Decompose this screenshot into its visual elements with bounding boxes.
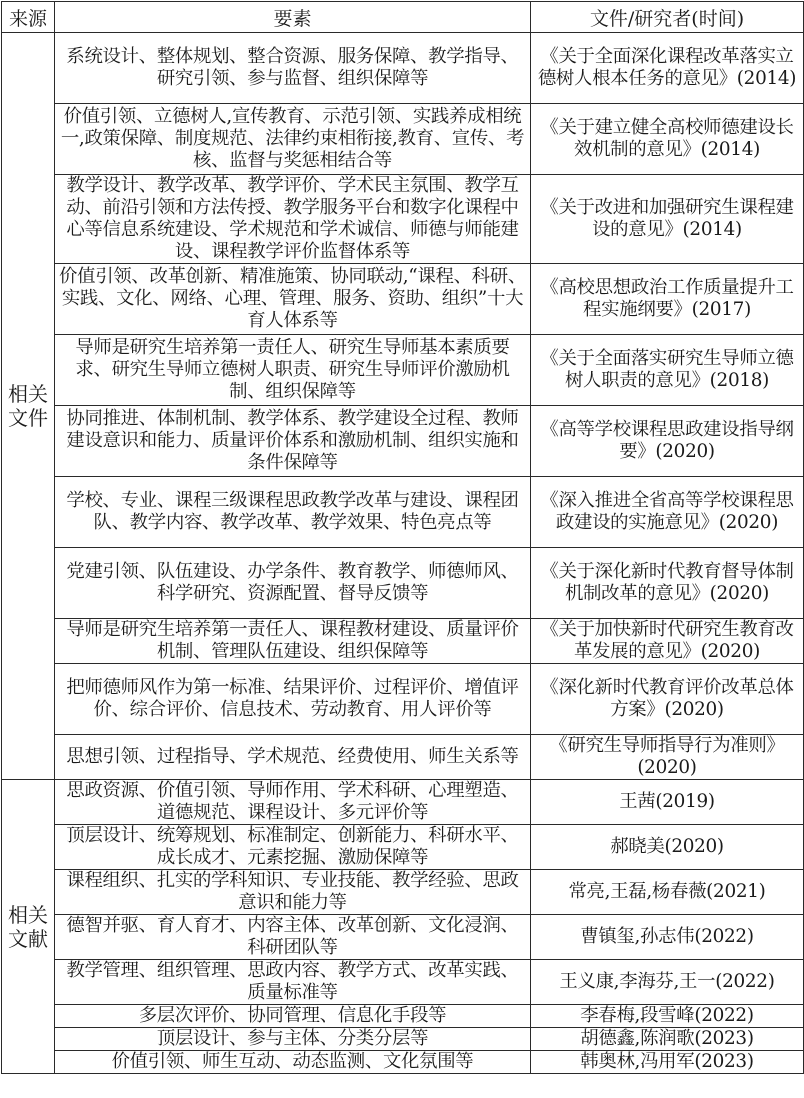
- row-elements: 导师是研究生培养第一责任人、课程教材建设、质量评价机制、管理队伍建设、组织保障等: [55, 619, 531, 664]
- table-row: [2, 335, 804, 406]
- table-row: [2, 780, 804, 825]
- row-elements: 价值引领、师生互动、动态监测、文化氛围等: [55, 1051, 531, 1074]
- row-elements: 思政资源、价值引领、导师作用、学术科研、心理塑造、道德规范、课程设计、多元评价等: [55, 780, 531, 825]
- table-header-row: [2, 2, 804, 33]
- row-file: 郝晓美(2020): [531, 825, 804, 870]
- row-file: 常亮,王磊,杨春薇(2021): [531, 870, 804, 915]
- row-file: 《高等学校课程思政建设指导纲要》(2020): [531, 406, 804, 477]
- table-row: [2, 1051, 804, 1074]
- row-elements: 价值引领、立德树人,宣传教育、示范引领、实践养成相统一,政策保障、制度规范、法律约束相衔接,教育、宣传、考核、监督与奖惩相结合等: [55, 104, 531, 175]
- table-row: [2, 664, 804, 735]
- row-file: 李春梅,段雪峰(2022): [531, 1005, 804, 1028]
- row-elements: 协同推进、体制机制、教学体系、教学建设全过程、教师建设意识和能力、质量评价体系和激励机制、组织实施和条件保障等: [55, 406, 531, 477]
- table-row: [2, 1005, 804, 1028]
- row-elements: 导师是研究生培养第一责任人、研究生导师基本素质要求、研究生导师立德树人职责、研究生导师评价激励机制、组织保障等: [55, 335, 531, 406]
- row-elements: 教学管理、组织管理、思政内容、教学方式、改革实践、质量标准等: [55, 960, 531, 1005]
- row-file: 王茜(2019): [531, 780, 804, 825]
- row-file: 《关于全面落实研究生导师立德树人职责的意见》(2018): [531, 335, 804, 406]
- table-row: [2, 104, 804, 175]
- row-elements: 把师德师风作为第一标准、结果评价、过程评价、增值评价、综合评价、信息技术、劳动教育、用人评价等: [55, 664, 531, 735]
- row-elements: 多层次评价、协同管理、信息化手段等: [55, 1005, 531, 1028]
- table-row: [2, 477, 804, 548]
- table-row: [2, 1028, 804, 1051]
- row-file: 韩奥林,冯用军(2023): [531, 1051, 804, 1074]
- row-elements: 顶层设计、统筹规划、标准制定、创新能力、科研水平、成长成才、元素挖掘、激励保障等: [55, 825, 531, 870]
- table-row: [2, 406, 804, 477]
- table-row: [2, 264, 804, 335]
- row-elements: 系统设计、整体规划、整合资源、服务保障、教学指导、研究引领、参与监督、组织保障等: [55, 33, 531, 104]
- row-file: 《关于加快新时代研究生教育改革发展的意见》(2020): [531, 619, 804, 664]
- table-row: [2, 960, 804, 1005]
- header-elements: 要素: [55, 2, 531, 33]
- table-row: [2, 175, 804, 264]
- header-file: 文件/研究者(时间): [531, 2, 804, 33]
- row-file: 《深化新时代教育评价改革总体方案》(2020): [531, 664, 804, 735]
- row-file: 曹镇玺,孙志伟(2022): [531, 915, 804, 960]
- row-file: 《深入推进全省高等学校课程思政建设的实施意见》(2020): [531, 477, 804, 548]
- table-row: [2, 548, 804, 619]
- table-row: [2, 735, 804, 780]
- row-file: 《研究生导师指导行为准则》(2020): [531, 735, 804, 780]
- group-label-literature: 相关文献: [2, 780, 55, 1074]
- elements-table: [1, 1, 804, 1074]
- row-file: 胡德鑫,陈润歌(2023): [531, 1028, 804, 1051]
- table-row: [2, 33, 804, 104]
- row-elements: 价值引领、改革创新、精准施策、协同联动,“课程、科研、实践、文化、网络、心理、管理、服务、资助、组织”十大育人体系等: [55, 264, 531, 335]
- row-file: 《关于深化新时代教育督导体制机制改革的意见》(2020): [531, 548, 804, 619]
- table-row: [2, 915, 804, 960]
- row-elements: 顶层设计、参与主体、分类分层等: [55, 1028, 531, 1051]
- row-elements: 德智并驱、育人育才、内容主体、改革创新、文化浸润、科研团队等: [55, 915, 531, 960]
- row-file: 王义康,李海芬,王一(2022): [531, 960, 804, 1005]
- row-file: 《高校思想政治工作质量提升工程实施纲要》(2017): [531, 264, 804, 335]
- table-row: [2, 870, 804, 915]
- row-file: 《关于全面深化课程改革落实立德树人根本任务的意见》(2014): [531, 33, 804, 104]
- row-elements: 教学设计、教学改革、教学评价、学术民主氛围、教学互动、前沿引领和方法传授、教学服务平台和数字化课程中心等信息系统建设、学术规范和学术诚信、师德与师能建设、课程教学评价监督体系等: [55, 175, 531, 264]
- row-elements: 党建引领、队伍建设、办学条件、教育教学、师德师风、科学研究、资源配置、督导反馈等: [55, 548, 531, 619]
- header-source: 来源: [2, 2, 55, 33]
- table-row: [2, 619, 804, 664]
- row-elements: 学校、专业、课程三级课程思政教学改革与建设、课程团队、教学内容、教学改革、教学效果、特色亮点等: [55, 477, 531, 548]
- group-label-files: 相关文件: [2, 33, 55, 780]
- row-elements: 思想引领、过程指导、学术规范、经费使用、师生关系等: [55, 735, 531, 780]
- row-file: 《关于改进和加强研究生课程建设的意见》(2014): [531, 175, 804, 264]
- table-row: [2, 825, 804, 870]
- row-elements: 课程组织、扎实的学科知识、专业技能、教学经验、思政意识和能力等: [55, 870, 531, 915]
- row-file: 《关于建立健全高校师德建设长效机制的意见》(2014): [531, 104, 804, 175]
